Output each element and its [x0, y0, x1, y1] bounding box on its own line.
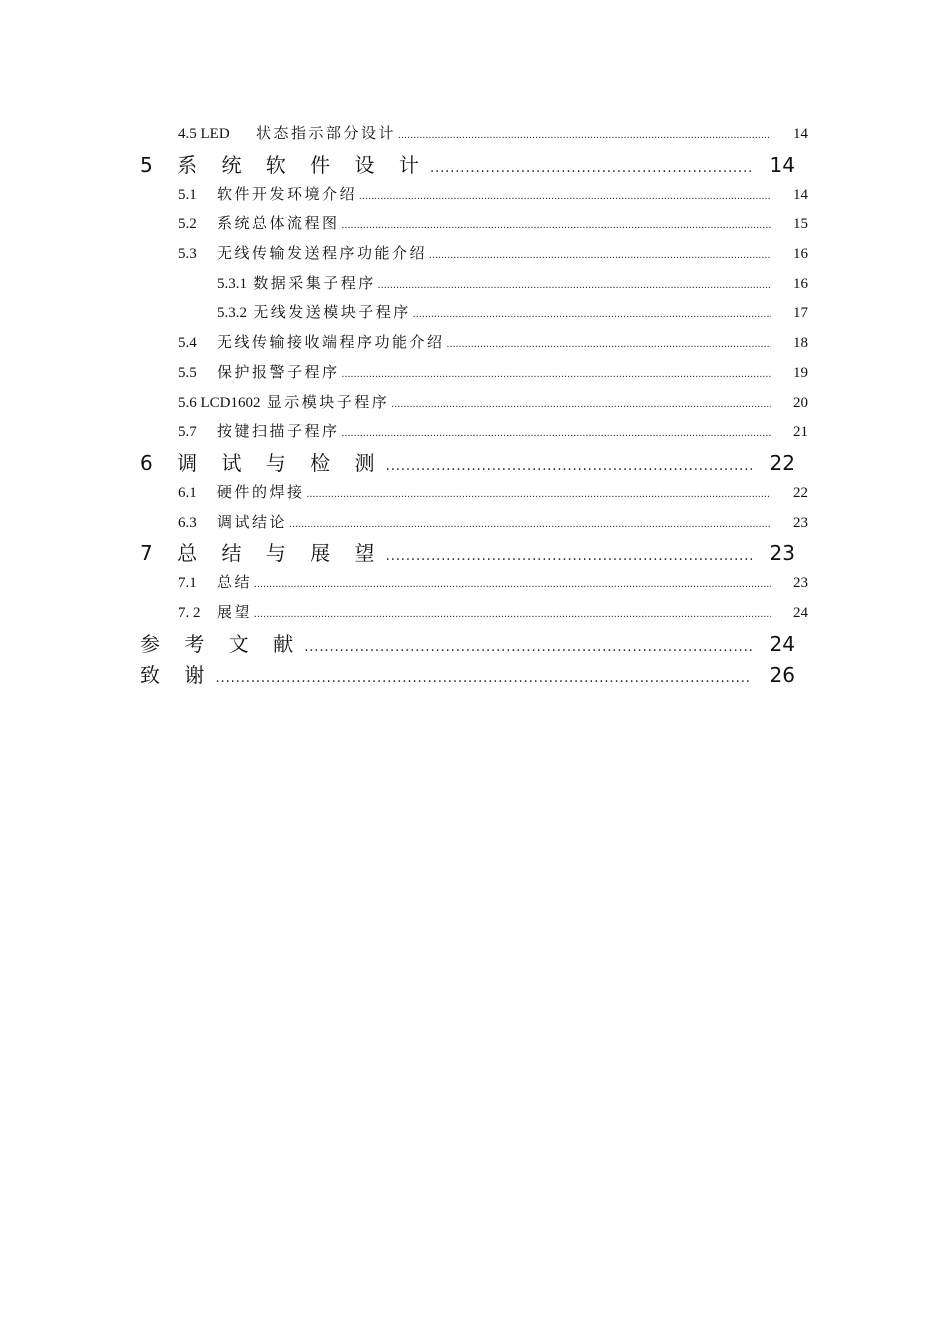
toc-entry-label: 展望: [217, 604, 253, 621]
toc-entry-page-number: 16: [793, 246, 808, 263]
toc-entry-number: 4.5 LED: [178, 126, 230, 142]
toc-entry-number: 5.3.1: [217, 275, 247, 292]
toc-entry-label: 按键扫描子程序: [217, 424, 340, 441]
toc-entry-title: [140, 660, 213, 691]
toc-entry-title: [178, 569, 252, 599]
toc-entry-title: [178, 181, 357, 211]
toc-entry[interactable]: [178, 418, 808, 448]
dot-leader: [430, 153, 752, 184]
dot-leader: [429, 241, 771, 271]
toc-entry[interactable]: [140, 629, 795, 660]
toc-entry-title: [178, 389, 389, 419]
toc-entry[interactable]: [178, 210, 808, 240]
toc-entry-title: [217, 270, 376, 300]
toc-entry-number: 6.1: [178, 484, 197, 501]
toc-entry-page-number: 14: [793, 126, 808, 142]
toc-entry-title: [178, 210, 340, 240]
dot-leader: [386, 541, 752, 572]
toc-entry-label: 7 总 结 与 展 望: [140, 541, 384, 566]
toc-entry-title: [178, 509, 287, 539]
toc-entry-label: 系统总体流程图: [217, 216, 340, 233]
dot-leader: [342, 360, 771, 390]
toc-entry-number: 6.3: [178, 514, 197, 531]
toc-entry-label: 无线传输接收端程序功能介绍: [217, 335, 445, 352]
dot-leader: [289, 510, 771, 540]
toc-entry-title: [178, 120, 396, 150]
toc-entry[interactable]: [217, 299, 808, 329]
toc-entry-page-number: 23: [793, 575, 808, 592]
toc-entry-label: 无线传输发送程序功能介绍: [217, 246, 428, 263]
dot-leader: [386, 451, 752, 482]
toc-entry-label: 数据采集子程序: [253, 275, 376, 292]
toc-entry-page-number: 22: [793, 484, 808, 501]
toc-entry-number: 5.7: [178, 424, 197, 441]
toc-entry-title: [140, 629, 302, 660]
toc-entry[interactable]: [178, 479, 808, 509]
toc-entry-label: 5 系 统 软 件 设 计: [140, 152, 428, 177]
toc-entry-page-number: 17: [793, 305, 808, 322]
toc-entry-label: 参 考 文 献: [140, 631, 303, 656]
toc-entry-label: 无线发送模块子程序: [253, 305, 411, 322]
toc-entry[interactable]: [140, 150, 795, 181]
toc-entry-page-number: 16: [793, 275, 808, 292]
toc-entry-title: [140, 538, 384, 569]
toc-entry[interactable]: [140, 448, 795, 479]
toc-entry[interactable]: [178, 599, 808, 629]
dot-leader: [447, 330, 771, 360]
toc-entry-label: 软件开发环境介绍: [217, 186, 358, 203]
toc-entry-number: 7. 2: [178, 604, 201, 621]
toc-entry-number: 5.3: [178, 246, 197, 263]
toc-entry-number: 5.3.2: [217, 305, 247, 322]
dot-leader: [398, 121, 771, 151]
toc-entry[interactable]: [178, 240, 808, 270]
dot-leader: [215, 663, 752, 694]
toc-entry-title: [140, 448, 384, 479]
toc-entry[interactable]: [178, 569, 808, 599]
toc-entry[interactable]: [178, 389, 808, 419]
toc-entry-number: 7.1: [178, 575, 197, 592]
toc-entry-page-number: 24: [769, 631, 795, 656]
toc-entry[interactable]: [178, 509, 808, 539]
toc-entry-label: 显示模块子程序: [266, 394, 390, 411]
dot-leader: [254, 600, 771, 630]
toc-entry[interactable]: [178, 181, 808, 211]
toc-entry[interactable]: [217, 270, 808, 300]
toc-entry-page-number: 14: [769, 152, 795, 177]
dot-leader: [413, 300, 771, 330]
toc-entry-label: 总结: [217, 575, 253, 592]
toc-entry-page-number: 23: [769, 541, 795, 566]
toc-entry-page-number: 15: [793, 216, 808, 233]
toc-entry-page-number: 22: [769, 450, 795, 475]
toc-entry-number: 5.2: [178, 216, 197, 233]
toc-entry-label: 致 谢: [140, 662, 214, 687]
toc-entry-page-number: 20: [793, 394, 808, 411]
toc-entry[interactable]: [178, 329, 808, 359]
toc-entry[interactable]: [140, 538, 795, 569]
toc-entry-title: [178, 329, 445, 359]
dot-leader: [342, 211, 771, 241]
toc-entry-number: 5.5: [178, 364, 197, 381]
toc-entry-page-number: 24: [793, 604, 808, 621]
toc-entry-label: 调试结论: [217, 514, 288, 531]
dot-leader: [378, 271, 771, 301]
toc-entry-label: 状态指示部分设计: [256, 126, 397, 142]
dot-leader: [254, 570, 771, 600]
toc-entry[interactable]: [140, 660, 795, 691]
toc-entry-title: [178, 479, 305, 509]
toc-entry-page-number: 23: [793, 514, 808, 531]
dot-leader: [307, 480, 771, 510]
toc-entry-page-number: 14: [793, 186, 808, 203]
toc-entry-title: [178, 359, 340, 389]
dot-leader: [359, 182, 771, 212]
table-of-contents: [0, 120, 950, 691]
toc-entry-label: 6 调 试 与 检 测: [140, 450, 384, 475]
toc-entry-page-number: 26: [769, 662, 795, 687]
toc-entry-title: [178, 599, 252, 629]
toc-entry-page-number: 21: [793, 424, 808, 441]
toc-entry-number: 5.1: [178, 186, 197, 203]
toc-entry[interactable]: [178, 120, 808, 150]
toc-entry-title: [217, 299, 411, 329]
toc-entry-page-number: 19: [793, 364, 808, 381]
toc-entry-page-number: 18: [793, 335, 808, 352]
dot-leader: [342, 419, 771, 449]
toc-entry[interactable]: [178, 359, 808, 389]
toc-entry-number: 5.4: [178, 335, 197, 352]
dot-leader: [391, 390, 771, 420]
dot-leader: [304, 632, 752, 663]
toc-entry-number: 5.6 LCD1602: [178, 394, 261, 411]
toc-entry-label: 硬件的焊接: [217, 484, 305, 501]
toc-entry-title: [140, 150, 428, 181]
toc-entry-title: [178, 418, 340, 448]
toc-entry-label: 保护报警子程序: [217, 364, 340, 381]
toc-entry-title: [178, 240, 427, 270]
